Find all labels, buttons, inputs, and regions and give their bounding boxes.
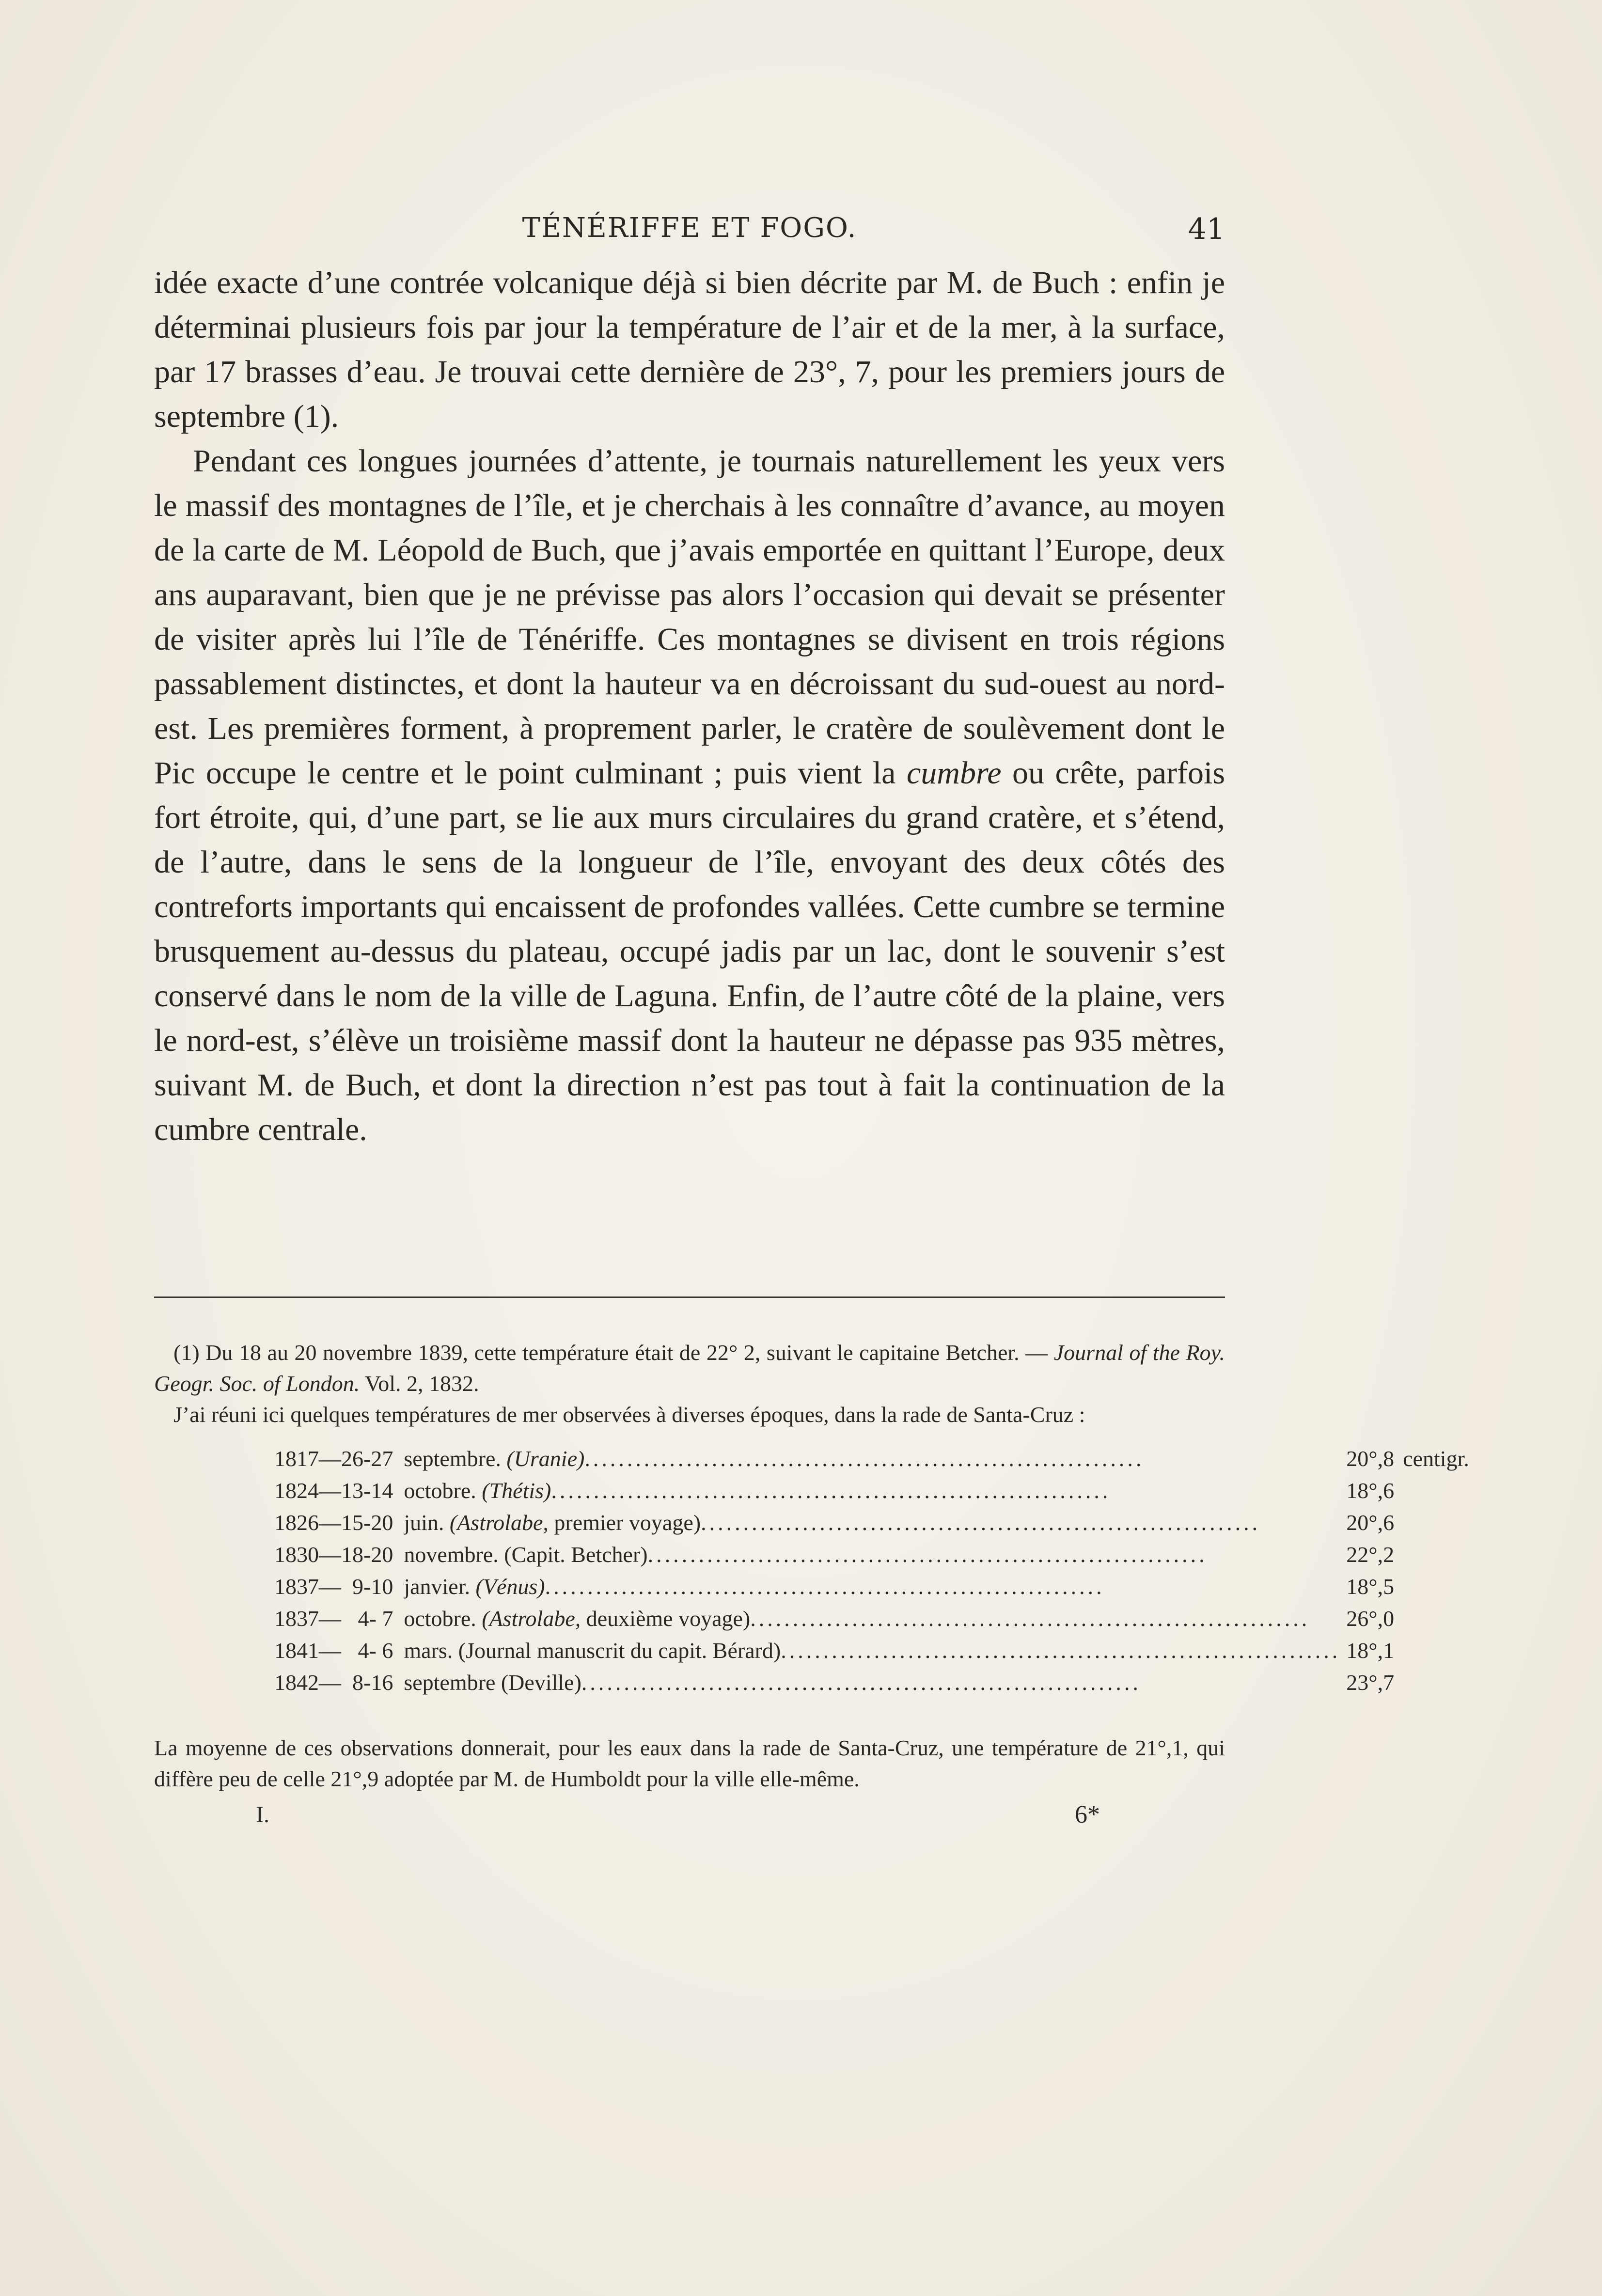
table-row — [274, 1507, 1469, 1539]
main-text — [154, 261, 1225, 1152]
table-row — [274, 1571, 1469, 1603]
row-days: 15-20 — [341, 1510, 393, 1535]
row-days: 13-14 — [341, 1478, 393, 1503]
row-unit — [1394, 1507, 1469, 1539]
paragraph-2 — [154, 439, 1225, 1152]
row-month: octobre. — [404, 1606, 476, 1631]
row-dash: — — [319, 1542, 341, 1567]
row-leader-dots: .................................................................. — [701, 1510, 1261, 1535]
signature-left: I. — [256, 1802, 269, 1827]
row-month: septembre — [404, 1670, 496, 1695]
row-year: 1837 — [274, 1574, 319, 1599]
row-month: mars. — [404, 1638, 453, 1663]
row-dash: — — [319, 1606, 341, 1631]
row-dash: — — [319, 1670, 341, 1695]
table-row — [274, 1539, 1469, 1571]
row-year: 1824 — [274, 1478, 319, 1503]
row-unit — [1394, 1475, 1469, 1507]
row-temperature: 20°,8 — [1346, 1446, 1395, 1471]
signatures — [154, 1799, 1225, 1838]
row-leader-dots: .................................................................. — [781, 1638, 1341, 1663]
observations-table — [274, 1443, 1469, 1699]
table-row — [274, 1603, 1469, 1635]
row-days: 8-16 — [352, 1670, 393, 1695]
page-number: 41 — [1188, 212, 1225, 246]
paragraph-2-part-a: Pendant ces longues journées d’attente, je tournais naturellement les yeux vers le massif des montagnes de l’île, et je cherchais à les connaître d’avance, au moyen de la carte de M. Léopold de Buch, que j’avais emportée en quittant l’Europe, deux ans auparavant, bien que je ne prévisse pas alors l’occasion qui devait se présenter de visiter après lui l’île de Ténériffe. Ces montagnes se divisent en trois régions passablement distinctes, et dont la hauteur va en décroissant du sud-ouest au nord-est. Les premières forment, à proprement parler, le cratère de soulèvement dont le Pic occupe le centre et le point culminant ; puis vient la — [154, 443, 1225, 791]
running-head: TÉNÉRIFFE ET FOGO. — [522, 212, 857, 244]
row-description — [404, 1539, 1340, 1571]
footnote-1-end: Vol. 2, 1832. — [360, 1371, 479, 1396]
row-vessel: (Uranie) — [506, 1446, 585, 1471]
row-unit — [1394, 1571, 1469, 1603]
row-remark: (Journal manuscrit du capit. Bérard) — [458, 1638, 781, 1663]
row-remark: premier voyage) — [548, 1510, 701, 1535]
row-temperature: 20°,6 — [1346, 1510, 1395, 1535]
row-dash: — — [319, 1478, 341, 1503]
footnote-1-text: (1) Du 18 au 20 novembre 1839, cette température était de 22° 2, suivant le capitaine Betcher. — — [173, 1340, 1054, 1365]
row-description — [404, 1635, 1340, 1667]
row-temperature: 18°,5 — [1346, 1574, 1395, 1599]
row-temperature: 18°,6 — [1346, 1478, 1395, 1503]
row-month: janvier. — [404, 1574, 471, 1599]
paragraph-2-part-b: ou crête, parfois fort étroite, qui, d’une part, se lie aux murs circulaires du grand cratère, et s’étend, de l’autre, dans le sens de la longueur de l’île, envoyant des deux côtés des contreforts importants qui encaissent de profondes vallées. Cette cumbre se termine brusquement au-dessus du plateau, occupé jadis par un lac, dont le souvenir s’est conservé dans le nom de la ville de Laguna. Enfin, de l’autre côté de la plaine, vers le nord-est, s’élève un troisième massif dont la hauteur ne dépasse pas 935 mètres, suivant M. de Buch, et dont la direction n’est pas tout à fait la continuation de la cumbre centrale. — [154, 755, 1225, 1147]
row-leader-dots: .................................................................. — [551, 1478, 1111, 1503]
row-days: 4- 7 — [358, 1606, 393, 1631]
row-leader-dots: .................................................................. — [545, 1574, 1105, 1599]
row-unit — [1394, 1603, 1469, 1635]
row-dash: — — [319, 1510, 341, 1535]
table-row — [274, 1475, 1469, 1507]
row-leader-dots: .................................................................. — [581, 1670, 1141, 1695]
footnote-1-journal: Journal of the Roy. Geogr. Soc. of London. — [154, 1340, 1225, 1396]
table-row — [274, 1443, 1469, 1475]
paragraph-1: idée exacte d’une contrée volcanique déjà si bien décrite par M. de Buch : enfin je déterminai plusieurs fois par jour la température de l’air et de la mer, à la surface, par 17 brasses d’eau. Je trouvai cette dernière de 23°, 7, pour les premiers jours de septembre (1). — [154, 265, 1225, 434]
row-month: novembre. — [404, 1542, 499, 1567]
cumbre-italic: cumbre — [907, 755, 1002, 791]
row-unit: centigr. — [1403, 1446, 1469, 1471]
row-remark: deuxième voyage) — [581, 1606, 751, 1631]
row-month: juin. — [404, 1510, 444, 1535]
row-leader-dots: .................................................................. — [750, 1606, 1310, 1631]
row-days: 9-10 — [352, 1574, 393, 1599]
row-year: 1841 — [274, 1638, 319, 1663]
row-month: septembre. — [404, 1446, 501, 1471]
row-unit — [1394, 1667, 1469, 1699]
table-row — [274, 1635, 1469, 1667]
row-description — [404, 1667, 1340, 1699]
row-vessel: (Vénus) — [475, 1574, 545, 1599]
row-remark: (Capit. Betcher) — [504, 1542, 648, 1567]
observations-table-body — [274, 1443, 1469, 1699]
row-vessel: (Thétis) — [482, 1478, 551, 1503]
row-leader-dots: .................................................................. — [584, 1446, 1145, 1471]
row-temperature: 26°,0 — [1346, 1606, 1395, 1631]
row-temperature: 22°,2 — [1346, 1542, 1395, 1567]
table-row — [274, 1667, 1469, 1699]
row-temperature: 18°,1 — [1346, 1638, 1395, 1663]
row-dash: — — [319, 1574, 341, 1599]
row-year: 1837 — [274, 1606, 319, 1631]
row-description — [404, 1507, 1340, 1539]
row-dash: — — [319, 1446, 341, 1471]
row-remark: (Deville) — [501, 1670, 581, 1695]
row-description — [404, 1475, 1340, 1507]
row-description — [404, 1571, 1340, 1603]
footnote-rule — [154, 1296, 1225, 1298]
footnote-intro: J’ai réuni ici quelques températures de mer observées à diverses époques, dans la rade de Santa-Cruz : — [173, 1402, 1085, 1427]
page-header — [154, 212, 1225, 251]
signature-right: 6* — [1075, 1801, 1100, 1828]
row-leader-dots: .................................................................. — [647, 1542, 1208, 1567]
footnote-1 — [154, 1337, 1225, 1399]
row-days: 18-20 — [341, 1542, 393, 1567]
row-unit — [1394, 1635, 1469, 1667]
row-temperature: 23°,7 — [1346, 1670, 1395, 1695]
row-year: 1842 — [274, 1670, 319, 1695]
row-dash: — — [319, 1638, 341, 1663]
row-vessel: (Astrolabe, — [482, 1606, 581, 1631]
footnotes — [154, 1337, 1469, 1838]
row-year: 1826 — [274, 1510, 319, 1535]
row-description — [404, 1443, 1340, 1475]
row-year: 1817 — [274, 1446, 319, 1471]
row-month: octobre. — [404, 1478, 476, 1503]
row-vessel: (Astrolabe, — [449, 1510, 549, 1535]
row-unit — [1394, 1539, 1469, 1571]
row-description — [404, 1603, 1340, 1635]
row-year: 1830 — [274, 1542, 319, 1567]
closing-note: La moyenne de ces observations donnerait, pour les eaux dans la rade de Santa-Cruz, une température de 21°,1, qui diffère peu de celle 21°,9 adoptée par M. de Humboldt pour la ville elle-même. — [154, 1735, 1225, 1791]
row-days: 4- 6 — [358, 1638, 393, 1663]
row-days: 26-27 — [341, 1446, 393, 1471]
